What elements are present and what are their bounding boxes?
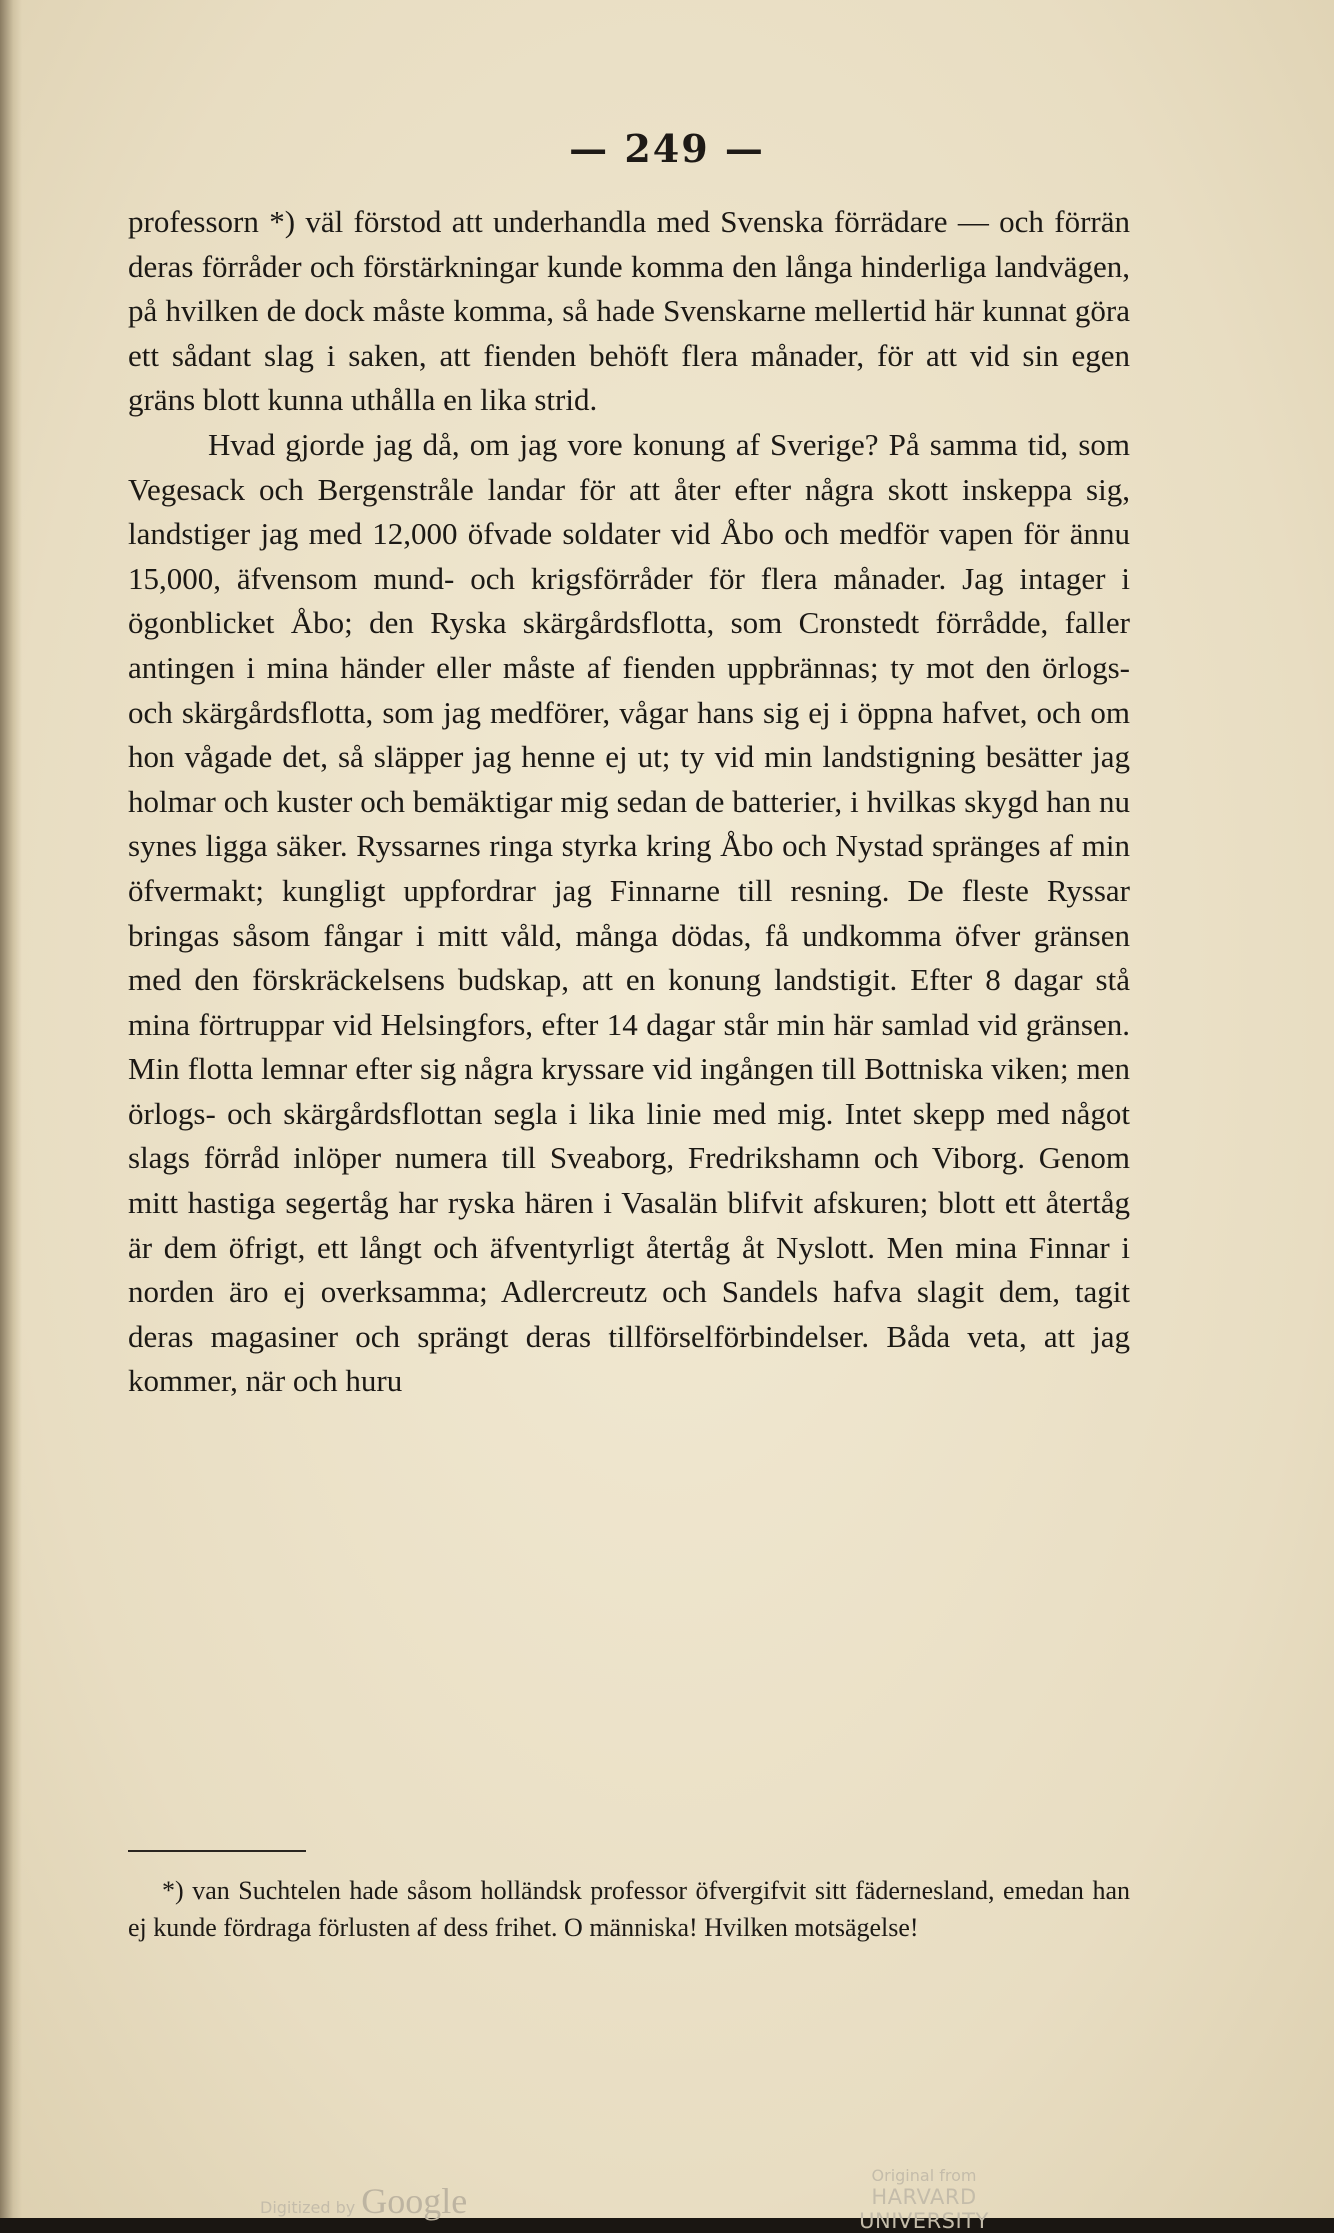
institution-label: HARVARD UNIVERSITY [859,2185,989,2233]
google-logo: Google [361,2181,468,2221]
paragraph-2: Hvad gjorde jag då, om jag vore konung af Sverige? På samma tid, som Vegesack och Bergenstråle landar för att åter efter några skott inskeppa sig, landstiger jag med 12,000 öfvade soldater vid Åbo och medför vapen för ännu 15,000, äfvensom mund- och krigsförråder för flera månader. Jag intager i ögonblicket Åbo; den Ryska skärgårdsflotta, som Cronstedt förrådde, faller antingen i mina händer eller måste af fienden uppbrännas; ty mot den örlogs- och skärgårdsflotta, som jag medförer, vågar hans sig ej i öppna hafvet, och om hon vågade det, så släpper jag henne ej ut; ty vid min landstigning besätter jag holmar och kuster och bemäktigar mig sedan de batterier, i hvilkas skygd han nu synes ligga säker. Ryssarnes ringa styrka kring Åbo och Nystad spränges af min öfvermakt; kungligt uppfordrar jag Finnarne till resning. De fleste Ryssar bringas såsom fångar i mitt våld, många dödas, få undkomma öfver gränsen med den förskräckelsens budskap, att en konung landstigit. Efter 8 dagar stå mina förtruppar vid Helsingfors, efter 14 dagar står min här samlad vid gränsen. Min flotta lemnar efter sig några kryssare vid ingången till Bottniska viken; men örlogs- och skärgårdsflottan segla i lika linie med mig. Intet skepp med något slags förråd inlöper numera till Sveaborg, Fredrikshamn och Viborg. Genom mitt hastiga segertåg har ryska hären i Vasalän blifvit afskuren; blott ett återtåg är dem öfrigt, ett långt och äfventyrligt återtåg åt Nyslott. Men mina Finnar i norden äro ej overksamma; Adlercreutz och Sandels hafva slagit dem, tagit deras magasiner och sprängt deras tillförselförbindelser. Båda veta, att jag kommer, när och huru [128,426,1130,1399]
paragraph-1: professorn *) väl förstod att underhandla med Svenska förrädare — och förrän deras förråder och förstärkningar kunde komma den långa hinderliga landvägen, på hvilken de dock måste komma, så hade Svenskarne mellertid här kunnat göra ett sådant slag i saken, att fienden behöft flera månader, för att vid sin egen gräns blott kunna uthålla en lika strid. [128,204,1130,418]
footnote-rule [128,1850,306,1852]
digitized-by-label: Digitized by [260,2198,356,2217]
google-watermark [260,2180,467,2222]
main-text [128,200,1130,1404]
harvard-watermark [814,2166,1034,2233]
footnote-text: *) van Suchtelen hade såsom holländsk professor öfvergifvit sitt fädernesland, emedan han ej kunde fördraga förlusten af dess frihet. O människa! Hvilken motsägelse! [128,1876,1130,1942]
page-spine-shadow [0,0,22,2218]
footnote [128,1872,1130,1946]
original-from-label: Original from [871,2166,977,2185]
page-number: — 249 — [569,126,765,171]
